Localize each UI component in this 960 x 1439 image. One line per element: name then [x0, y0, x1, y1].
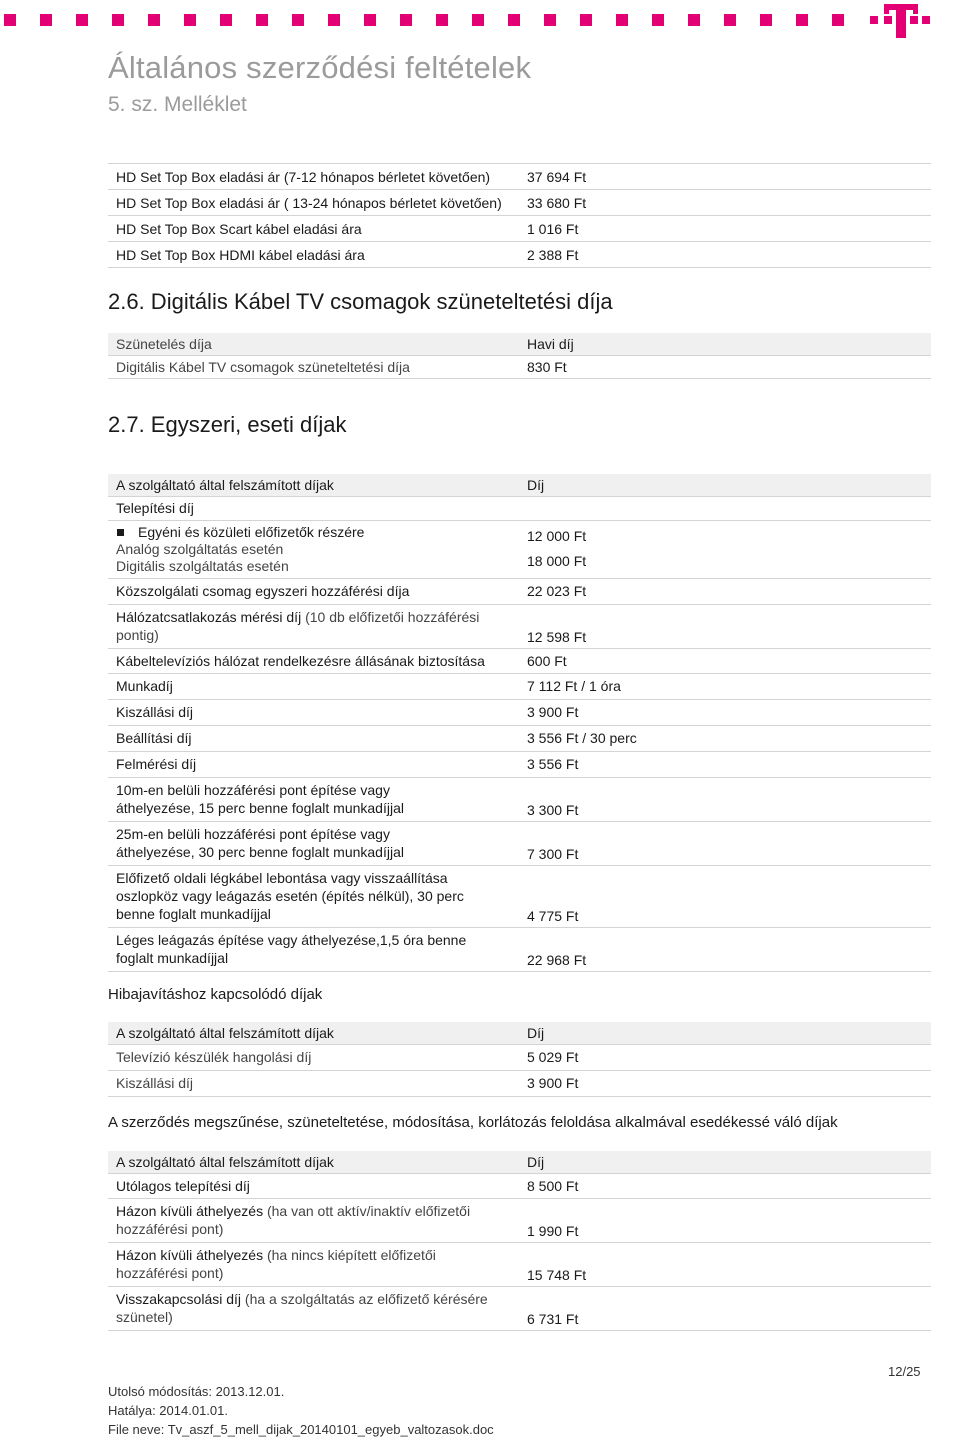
- repair-fees-table: [108, 1022, 931, 1097]
- column-header: Díj: [517, 1151, 931, 1173]
- brand-dash-21: [724, 14, 736, 26]
- column-header: A szolgáltató által felszámított díjak: [108, 474, 517, 496]
- row-label: [108, 604, 517, 648]
- row-label: Beállítási díj: [108, 725, 517, 751]
- row-label-note: (ha a szolgáltatás az előfizető kérésére szünetel): [116, 1291, 488, 1325]
- brand-dash-10: [328, 14, 340, 26]
- termination-heading: A szerződés megszűnése, szüneteltetése, módosítása, korlátozás feloldása alkalmával esedékessé váló díjak: [108, 1114, 838, 1131]
- row-label: Utólagos telepítési díj: [108, 1173, 517, 1198]
- row-label: [108, 1242, 517, 1286]
- row-label: HD Set Top Box eladási ár ( 13-24 hónapos bérletet követően): [108, 190, 517, 216]
- table-header-row: [108, 1151, 931, 1173]
- digital-value: 18 000 Ft: [527, 553, 587, 569]
- row-value: 37 694 Ft: [517, 164, 931, 190]
- telekom-t-logo-icon: [868, 0, 932, 40]
- row-label: Kiszállási díj: [108, 1070, 517, 1096]
- brand-dash-7: [220, 14, 232, 26]
- row-value: 3 556 Ft / 30 perc: [517, 725, 931, 751]
- brand-dash-14: [472, 14, 484, 26]
- row-value: 600 Ft: [517, 648, 931, 673]
- row-value: 12 598 Ft: [517, 604, 931, 648]
- row-label: Felmérési díj: [108, 751, 517, 777]
- table-row: [108, 1286, 931, 1330]
- table-header-row: [108, 474, 931, 496]
- row-label: [108, 1286, 517, 1330]
- stb-price-table: [108, 163, 931, 268]
- digital-label: Digitális szolgáltatás esetén: [116, 557, 289, 574]
- analog-value: 12 000 Ft: [527, 528, 587, 544]
- footer-modified: Utolsó módosítás: 2013.12.01.: [108, 1384, 285, 1399]
- suspension-table: [108, 333, 931, 379]
- one-time-fees-table: [108, 474, 931, 972]
- row-label: HD Set Top Box eladási ár (7-12 hónapos bérletet követően): [108, 164, 517, 190]
- termination-fees-table: [108, 1151, 931, 1331]
- table-row: [108, 604, 931, 648]
- brand-dash-8: [256, 14, 268, 26]
- brand-dash-17: [580, 14, 592, 26]
- table-header-row: [108, 1022, 931, 1044]
- brand-dash-15: [508, 14, 520, 26]
- brand-dash-11: [364, 14, 376, 26]
- section-heading-2-7: 2.7. Egyszeri, eseti díjak: [108, 412, 347, 437]
- row-label-main: Házon kívüli áthelyezés: [116, 1247, 264, 1263]
- row-value: 2 388 Ft: [517, 242, 931, 268]
- row-label: HD Set Top Box Scart kábel eladási ára: [108, 216, 517, 242]
- row-value: 3 900 Ft: [517, 1070, 931, 1096]
- table-row: [108, 190, 931, 216]
- row-label: Kiszállási díj: [108, 699, 517, 725]
- row-label: Digitális Kábel TV csomagok szüneteltetési díja: [108, 355, 517, 378]
- brand-dash-3: [76, 14, 88, 26]
- row-value: 4 775 Ft: [517, 865, 931, 927]
- row-value: 3 300 Ft: [517, 777, 931, 821]
- table-row: [108, 496, 931, 520]
- row-value: 8 500 Ft: [517, 1173, 931, 1198]
- brand-dash-16: [544, 14, 556, 26]
- row-value: 7 300 Ft: [517, 821, 931, 865]
- row-value: 830 Ft: [517, 355, 931, 378]
- row-value: 3 556 Ft: [517, 751, 931, 777]
- table-header-row: [108, 333, 931, 355]
- table-row: [108, 520, 931, 578]
- brand-dash-24: [832, 14, 844, 26]
- row-label: Előfizető oldali légkábel lebontása vagy visszaállítása oszlopköz vagy leágazás esetén (építés nélkül), 30 perc benne foglalt munkadíjjal: [108, 865, 517, 927]
- row-label: Közszolgálati csomag egyszeri hozzáférési díja: [108, 578, 517, 604]
- table-row: [108, 927, 931, 971]
- table-row: [108, 648, 931, 673]
- row-label: HD Set Top Box HDMI kábel eladási ára: [108, 242, 517, 268]
- table-row: [108, 216, 931, 242]
- row-value: 3 900 Ft: [517, 699, 931, 725]
- row-label-note: (ha nincs kiépített előfizetői hozzáférési pont): [116, 1247, 436, 1281]
- row-value: 33 680 Ft: [517, 190, 931, 216]
- column-header: Díj: [517, 474, 931, 496]
- table-row: [108, 865, 931, 927]
- brand-dash-13: [436, 14, 448, 26]
- table-row: [108, 242, 931, 268]
- brand-dash-22: [760, 14, 772, 26]
- repair-heading: Hibajavításhoz kapcsolódó díjak: [108, 986, 323, 1003]
- column-header: Díj: [517, 1022, 931, 1044]
- table-row: [108, 821, 931, 865]
- table-row: [108, 751, 931, 777]
- table-row: [108, 1198, 931, 1242]
- table-row: [108, 355, 931, 378]
- row-label: 25m-en belüli hozzáférési pont építése vagy áthelyezése, 30 perc benne foglalt munkadíjjal: [108, 821, 517, 865]
- table-row: [108, 725, 931, 751]
- install-detail: [108, 520, 517, 578]
- table-row: [108, 578, 931, 604]
- table-row: [108, 164, 931, 190]
- install-values: [517, 520, 931, 578]
- footer-filename: File neve: Tv_aszf_5_mell_dijak_20140101_egyeb_valtozasok.doc: [108, 1422, 494, 1437]
- table-row: [108, 1044, 931, 1070]
- column-header: A szolgáltató által felszámított díjak: [108, 1022, 517, 1044]
- brand-dash-18: [616, 14, 628, 26]
- row-value: 1 016 Ft: [517, 216, 931, 242]
- row-value: [517, 496, 931, 520]
- bullet-item: Egyéni és közületi előfizetők részére: [116, 524, 517, 541]
- table-row: [108, 699, 931, 725]
- table-row: [108, 1173, 931, 1198]
- brand-dash-23: [796, 14, 808, 26]
- table-row: [108, 777, 931, 821]
- analog-label: Analóg szolgáltatás esetén: [116, 540, 284, 557]
- row-label-main: Visszakapcsolási díj: [116, 1291, 242, 1307]
- row-value: 7 112 Ft / 1 óra: [517, 673, 931, 699]
- table-row: [108, 1070, 931, 1096]
- document-subtitle: 5. sz. Melléklet: [108, 93, 247, 116]
- row-label: [108, 1198, 517, 1242]
- column-header: Szünetelés díja: [108, 333, 517, 355]
- row-label: Munkadíj: [108, 673, 517, 699]
- brand-dash-6: [184, 14, 196, 26]
- row-value: 22 968 Ft: [517, 927, 931, 971]
- row-label: Telepítési díj: [108, 496, 517, 520]
- row-value: 15 748 Ft: [517, 1242, 931, 1286]
- row-value: 22 023 Ft: [517, 578, 931, 604]
- column-header: Havi díj: [517, 333, 931, 355]
- brand-dash-12: [400, 14, 412, 26]
- brand-dash-19: [652, 14, 664, 26]
- document-title: Általános szerződési feltételek: [108, 50, 532, 85]
- table-row: [108, 673, 931, 699]
- brand-dash-9: [292, 14, 304, 26]
- row-label-main: Házon kívüli áthelyezés: [116, 1203, 264, 1219]
- row-label: Televízió készülék hangolási díj: [108, 1044, 517, 1070]
- row-label-main: Hálózatcsatlakozás mérési díj: [116, 609, 302, 625]
- row-label-note: (ha van ott aktív/inaktív előfizetői hozzáférési pont): [116, 1203, 471, 1237]
- column-header: A szolgáltató által felszámított díjak: [108, 1151, 517, 1173]
- row-label-note: (10 db előfizetői hozzáférési pontig): [116, 609, 480, 643]
- brand-dash-5: [148, 14, 160, 26]
- brand-dash-4: [112, 14, 124, 26]
- page-number: 12/25: [888, 1364, 921, 1379]
- footer-effective: Hatálya: 2014.01.01.: [108, 1403, 228, 1418]
- row-value: 6 731 Ft: [517, 1286, 931, 1330]
- row-value: 1 990 Ft: [517, 1198, 931, 1242]
- row-label: Kábeltelevíziós hálózat rendelkezésre állásának biztosítása: [108, 648, 517, 673]
- row-value: 5 029 Ft: [517, 1044, 931, 1070]
- table-row: [108, 1242, 931, 1286]
- brand-dash-2: [40, 14, 52, 26]
- row-label: 10m-en belüli hozzáférési pont építése vagy áthelyezése, 15 perc benne foglalt munkadíjjal: [108, 777, 517, 821]
- brand-dash-1: [4, 14, 16, 26]
- section-heading-2-6: 2.6. Digitális Kábel TV csomagok szüneteltetési díja: [108, 289, 613, 314]
- brand-dash-20: [688, 14, 700, 26]
- row-label: Léges leágazás építése vagy áthelyezése,1,5 óra benne foglalt munkadíjjal: [108, 927, 517, 971]
